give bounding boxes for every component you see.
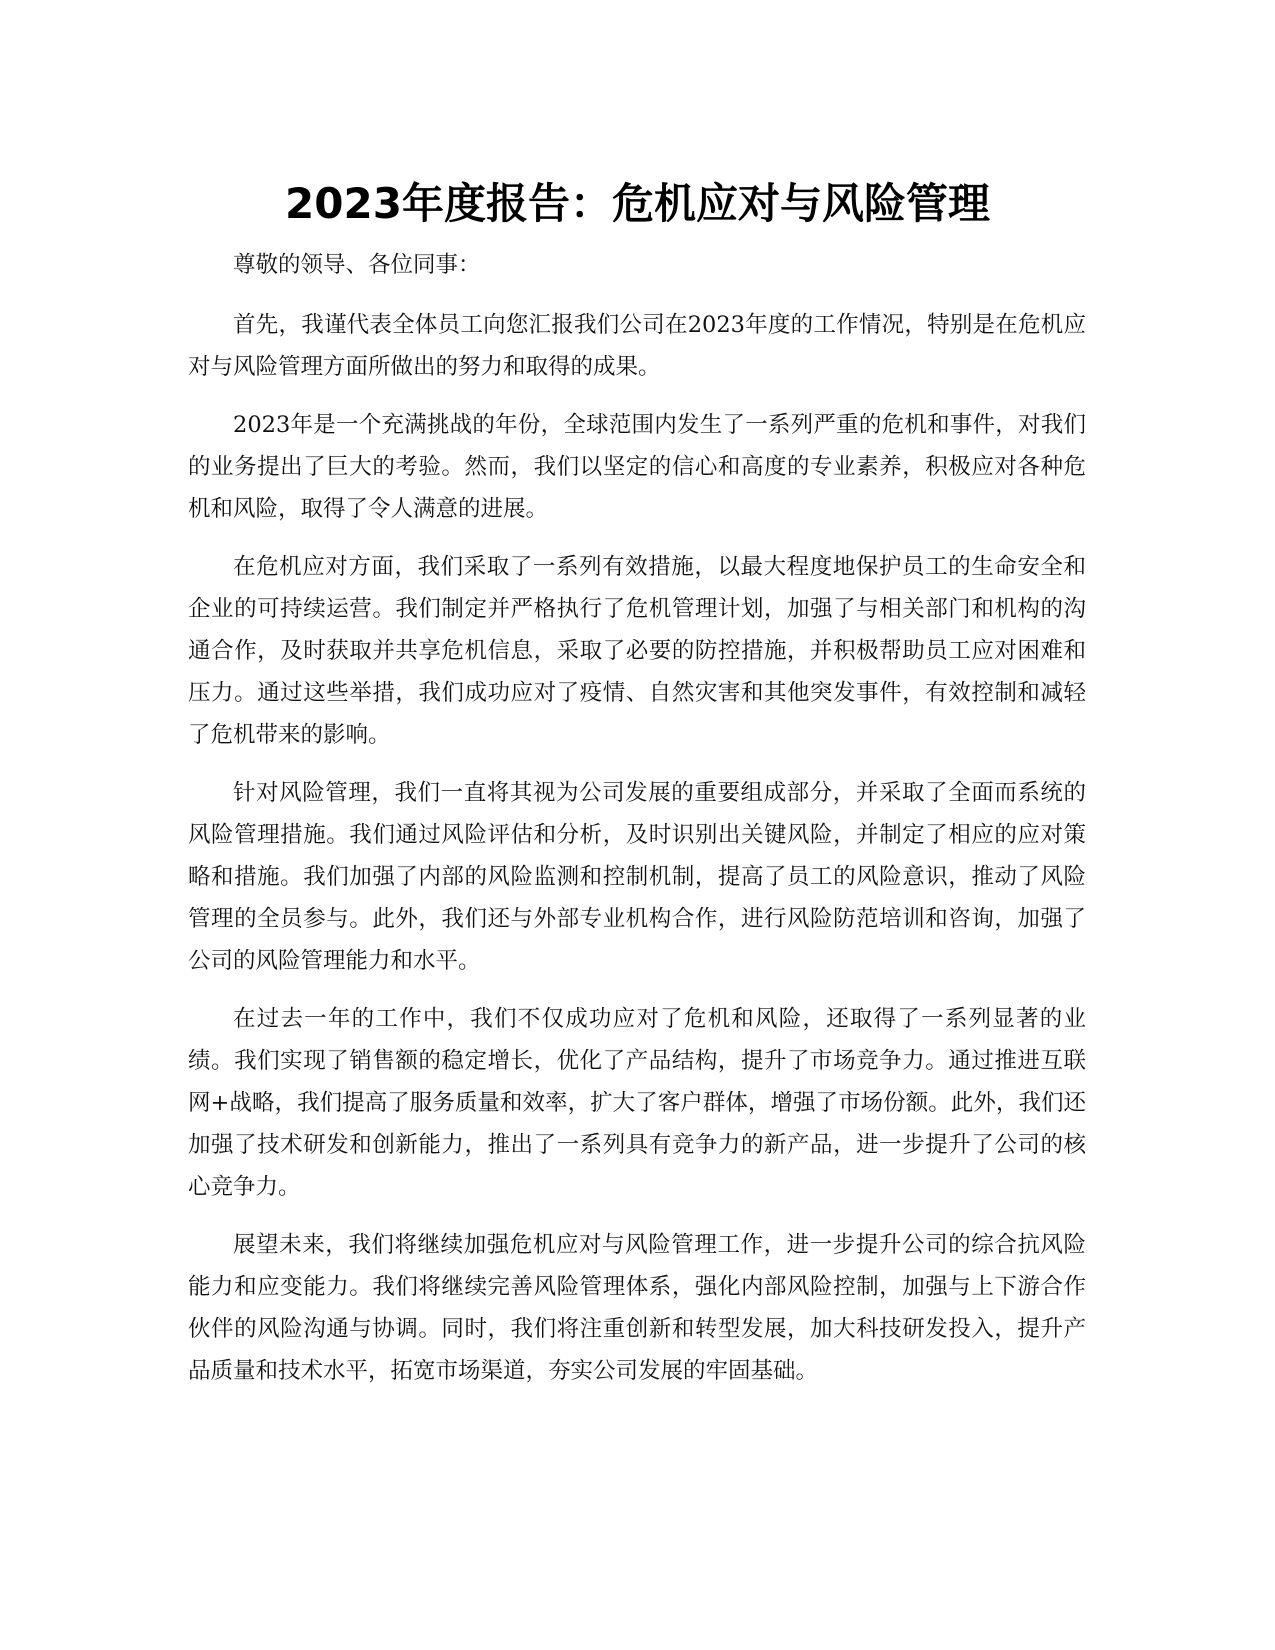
document-body xyxy=(188,244,1086,1408)
crisis-response-paragraph: 在危机应对方面，我们采取了一系列有效措施，以最大程度地保护员工的生命安全和企业的可持续运营。我们制定并严格执行了危机管理计划，加强了与相关部门和机构的沟通合作，及时获取并共享危机信息，采取了必要的防控措施，并积极帮助员工应对困难和压力。通过这些举措，我们成功应对了疫情、自然灾害和其他突发事件，有效控制和减轻了危机带来的影响。 xyxy=(188,554,1086,748)
achievements-paragraph: 在过去一年的工作中，我们不仅成功应对了危机和风险，还取得了一系列显著的业绩。我们实现了销售额的稳定增长，优化了产品结构，提升了市场竞争力。通过推进互联网+战略，我们提高了服务质量和效率，扩大了客户群体，增强了市场份额。此外，我们还加强了技术研发和创新能力，推出了一系列具有竞争力的新产品，进一步提升了公司的核心竞争力。 xyxy=(188,1006,1086,1200)
challenge-paragraph: 2023年是一个充满挑战的年份，全球范围内发生了一系列严重的危机和事件，对我们的业务提出了巨大的考验。然而，我们以坚定的信心和高度的专业素养，积极应对各种危机和风险，取得了令人满意的进展。 xyxy=(188,412,1086,522)
risk-management-paragraph: 针对风险管理，我们一直将其视为公司发展的重要组成部分，并采取了全面而系统的风险管理措施。我们通过风险评估和分析，及时识别出关键风险，并制定了相应的应对策略和措施。我们加强了内部的风险监测和控制机制，提高了员工的风险意识，推动了风险管理的全员参与。此外，我们还与外部专业机构合作，进行风险防范培训和咨询，加强了公司的风险管理能力和水平。 xyxy=(188,780,1086,974)
intro-paragraph: 首先，我谨代表全体员工向您汇报我们公司在2023年度的工作情况，特别是在危机应对与风险管理方面所做出的努力和取得的成果。 xyxy=(188,312,1086,380)
outlook-paragraph: 展望未来，我们将继续加强危机应对与风险管理工作，进一步提升公司的综合抗风险能力和应变能力。我们将继续完善风险管理体系，强化内部风险控制，加强与上下游合作伙伴的风险沟通与协调。同时，我们将注重创新和转型发展，加大科技研发投入，提升产品质量和技术水平，拓宽市场渠道，夯实公司发展的牢固基础。 xyxy=(188,1232,1086,1384)
greeting-paragraph: 尊敬的领导、各位同事： xyxy=(233,252,481,278)
document-title: 2023年度报告：危机应对与风险管理 xyxy=(285,179,990,229)
